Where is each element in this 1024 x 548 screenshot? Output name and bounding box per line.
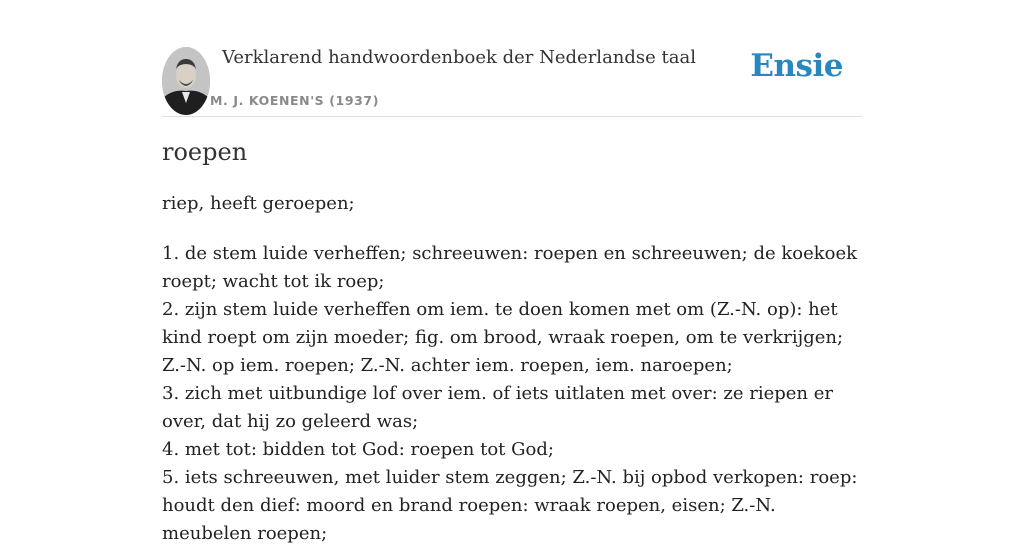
sense-item: 5. iets schreeuwen, met luider stem zeggen; Z.-N. bij opbod verkopen: roep: houdt den dief: moord en brand roepen: wraak roepen, eisen; Z.-N. meubelen roepen; <box>162 467 858 544</box>
dictionary-header <box>162 40 862 117</box>
entry-headword: roepen <box>162 138 248 166</box>
entry-senses <box>162 240 867 548</box>
dictionary-subtitle: M. J. KOENEN'S (1937) <box>210 93 380 108</box>
dictionary-title: Verklarend handwoordenboek der Nederlandse taal <box>222 47 696 68</box>
ensie-logo-link[interactable]: Ensie <box>750 48 843 84</box>
author-portrait-icon <box>162 47 210 115</box>
entry-forms: riep, heeft geroepen; <box>162 193 355 214</box>
sense-item: 2. zijn stem luide verheffen om iem. te doen komen met om (Z.-N. op): het kind roept om zijn moeder; fig. om brood, wraak roepen, om te verkrijgen; Z.-N. op iem. roepen; Z.-N. achter iem. roepen, iem. naroepen; <box>162 299 844 376</box>
sense-item: 3. zich met uitbundige lof over iem. of iets uitlaten met over: ze riepen er over, dat hij zo geleerd was; <box>162 383 833 432</box>
sense-item: 1. de stem luide verheffen; schreeuwen: roepen en schreeuwen; de koekoek roept; wacht tot ik roep; <box>162 243 858 292</box>
sense-item: 4. met tot: bidden tot God: roepen tot God; <box>162 439 554 460</box>
